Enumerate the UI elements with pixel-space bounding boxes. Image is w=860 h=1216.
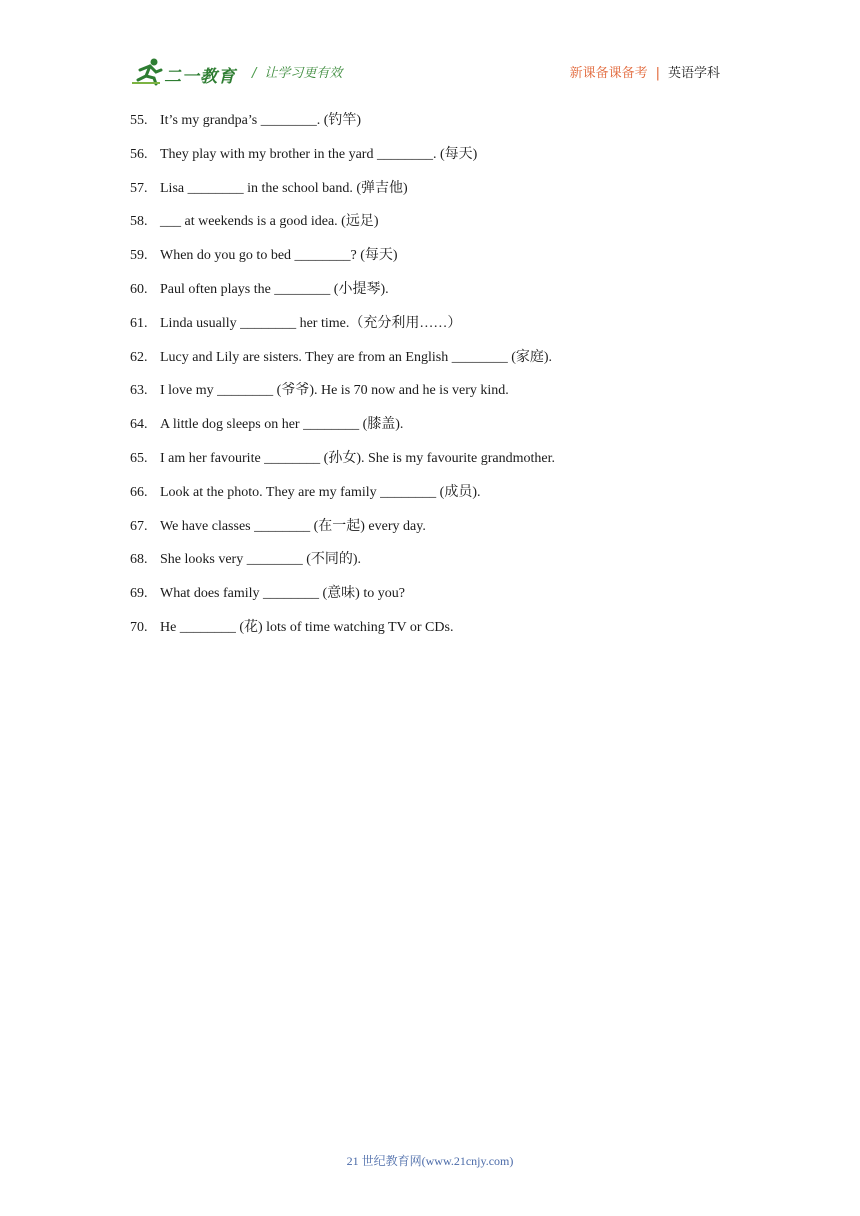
page-footer: 21 世纪教育网(www.21cnjy.com) [346,1154,514,1168]
question-text: He ________ (花) lots of time watching TV or CDs. [160,619,454,635]
page-header [130,56,730,90]
question-text: We have classes ________ (在一起) every day. [160,518,426,534]
question-item [130,550,750,584]
question-item [130,415,750,449]
slogan-text: 让学习更有效 [264,66,343,81]
question-item [130,111,750,145]
question-text: Lucy and Lily are sisters. They are from an English ________ (家庭). [160,349,553,365]
slogan-slash-icon: / [252,66,257,81]
question-item [130,618,750,652]
course-label: 新课备课备考 [569,66,648,81]
header-separator: | [655,66,660,81]
question-text: They play with my brother in the yard ________. (每天) [160,146,478,162]
question-text: Paul often plays the ________ (小提琴). [160,281,389,297]
question-number: 57. [130,180,148,196]
question-text: Lisa ________ in the school band. (弹吉他) [160,180,408,196]
question-text: What does family ________ (意味) to you? [160,586,405,602]
question-number: 69. [130,586,148,602]
question-item [130,381,750,415]
question-item [130,246,750,280]
logo [130,56,240,88]
question-number: 65. [130,450,148,466]
runner-logo-icon [130,56,164,86]
question-number: 61. [130,315,148,331]
question-item [130,483,750,517]
question-item [130,280,750,314]
question-list [130,111,750,652]
question-text: It’s my grandpa’s ________. (钓竿) [160,113,362,128]
question-number: 58. [130,214,148,230]
question-item [130,314,750,348]
question-number: 67. [130,518,148,534]
question-item [130,449,750,483]
question-number: 55. [130,113,148,128]
question-text: A little dog sleeps on her ________ (膝盖). [160,417,404,433]
logo-text: 二一教育 [164,67,236,87]
question-item [130,584,750,618]
question-text: She looks very ________ (不同的). [160,552,362,568]
question-item [130,517,750,551]
question-number: 68. [130,552,148,568]
question-item [130,348,750,382]
question-item [130,212,750,246]
question-number: 59. [130,248,148,264]
question-text: ___ at weekends is a good idea. (远足) [160,214,379,230]
question-text: I love my ________ (爷爷). He is 70 now and he is very kind. [160,383,509,399]
question-item [130,145,750,179]
question-text: Look at the photo. They are my family ________ (成员). [160,484,481,500]
question-text: Linda usually ________ her time.（充分利用……） [160,315,462,331]
question-number: 56. [130,146,148,162]
question-number: 64. [130,417,148,433]
subject-label: 英语学科 [667,66,720,81]
question-number: 66. [130,484,148,500]
question-number: 62. [130,349,148,365]
question-number: 70. [130,619,148,635]
question-item [130,179,750,213]
question-text: When do you go to bed ________? (每天) [160,248,398,264]
question-text: I am her favourite ________ (孙女). She is my favourite grandmother. [160,450,556,466]
question-number: 60. [130,281,148,297]
slogan [252,62,342,81]
header-right [570,62,720,81]
question-number: 63. [130,383,148,399]
